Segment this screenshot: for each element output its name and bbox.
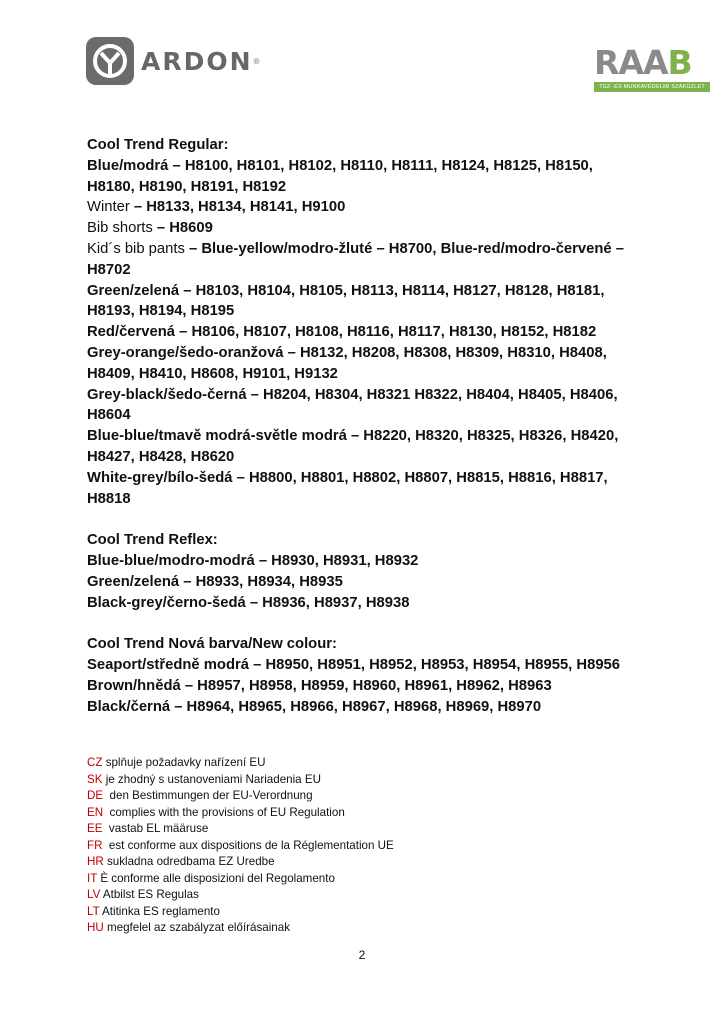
variant-label: Brown/hnědá xyxy=(87,677,181,694)
variant-label: White-grey/bílo-šedá xyxy=(87,469,233,486)
regulation-row xyxy=(87,904,394,921)
regulation-row xyxy=(87,788,394,805)
section-title: Cool Trend Regular: xyxy=(87,137,229,153)
variant-codes: – Blue-yellow/modro-žluté – H8700, Blue-red/modro-červené – H8702 xyxy=(87,240,624,278)
regulation-row xyxy=(87,821,394,838)
variant-codes: – H8220, H8320, H8325, H8326, H8420, H8427, H8428, H8620 xyxy=(87,428,619,465)
color-variant-line xyxy=(87,239,639,281)
country-code: HU xyxy=(87,921,104,934)
color-variant-line xyxy=(87,343,639,385)
variant-codes: – H8132, H8208, H8308, H8309, H8310, H8408, H8409, H8410, H8608, H9101, H9132 xyxy=(87,344,607,382)
color-variant-line xyxy=(87,385,639,427)
color-variant-line xyxy=(87,218,639,239)
section-title: Cool Trend Nová barva/New colour: xyxy=(87,636,337,653)
country-code: HR xyxy=(87,855,104,868)
variant-label: Winter xyxy=(87,199,130,216)
variant-label: Blue-blue/tmavě modrá-světle modrá xyxy=(87,428,347,445)
color-variant-line xyxy=(87,572,639,593)
page-number: 2 xyxy=(358,948,366,962)
country-code: LV xyxy=(87,888,101,901)
regulation-text: Atbilst ES Regulas xyxy=(100,888,199,901)
variant-codes: – H8133, H8134, H8141, H9100 xyxy=(129,199,346,216)
variant-label: Blue/modrá xyxy=(87,157,169,174)
country-code: SK xyxy=(87,772,103,786)
variant-label: Black/černá xyxy=(87,698,171,715)
color-variant-line xyxy=(87,697,639,718)
color-variant-line xyxy=(87,197,639,218)
section-title: Cool Trend Reflex: xyxy=(87,532,218,549)
country-code: EE xyxy=(87,822,103,835)
regulation-text: est conforme aux dispositions de la Réglementation UE xyxy=(102,838,394,852)
regulation-text: den Bestimmungen der EU-Verordnung xyxy=(103,789,313,802)
variant-label: Seaport/středně modrá xyxy=(87,656,249,673)
regulation-row xyxy=(87,920,394,937)
country-code: EN xyxy=(87,805,104,819)
variant-codes: – H8936, H8937, H8938 xyxy=(245,594,410,611)
variant-codes: – H8204, H8304, H8321 H8322, H8404, H8405, H8406, H8604 xyxy=(87,386,618,424)
variant-label: Grey-black/šedo-černá xyxy=(87,386,247,403)
regulation-row xyxy=(87,805,394,822)
section-gap xyxy=(87,509,639,530)
variant-codes: – H8950, H8951, H8952, H8953, H8954, H8955, H8956 xyxy=(249,656,621,673)
color-variant-line xyxy=(87,426,639,468)
variant-label: Green/zelená xyxy=(87,573,180,590)
regulation-text: splňuje požadavky nařízení EU xyxy=(102,756,266,769)
page-header xyxy=(0,0,724,110)
regulation-text: complies with the provisions of EU Regulation xyxy=(103,805,345,819)
country-code: DE xyxy=(87,789,104,802)
product-list xyxy=(87,135,639,717)
variant-codes: – H8933, H8934, H8935 xyxy=(179,573,343,590)
regulation-row xyxy=(87,838,394,855)
raab-tagline: TŰZ- ÉS MUNKAVÉDELMI SZAKÜZLET xyxy=(594,82,710,92)
variant-label: Black-grey/černo-šedá xyxy=(87,594,246,611)
registered-mark: ® xyxy=(253,56,260,66)
regulation-row xyxy=(87,772,394,789)
regulation-text: megfelel az szabályzat előírásainak xyxy=(103,921,290,934)
regulation-text: sukladna odredbama EZ Uredbe xyxy=(103,855,275,868)
variant-label: Blue-blue/modro-modrá xyxy=(87,552,255,569)
color-variant-line xyxy=(87,593,639,614)
variant-codes: – H8609 xyxy=(152,220,213,237)
regulation-row xyxy=(87,854,394,871)
section-gap xyxy=(87,613,639,634)
ardon-shield-icon xyxy=(86,37,134,85)
variant-codes: – H8930, H8931, H8932 xyxy=(254,552,419,569)
ardon-wordmark: ARDON xyxy=(141,46,253,76)
country-code: IT xyxy=(87,871,98,885)
variant-codes: – H8957, H8958, H8959, H8960, H8961, H8962, H8963 xyxy=(180,677,552,694)
country-code: LT xyxy=(87,904,100,918)
color-variant-line xyxy=(87,468,639,510)
regulation-list xyxy=(87,755,394,937)
variant-codes: – H8106, H8107, H8108, H8116, H8117, H8130, H8152, H8182 xyxy=(175,324,597,341)
variant-label: Kid´s bib pants xyxy=(87,240,185,257)
variant-codes: – H8103, H8104, H8105, H8113, H8114, H8127, H8128, H8181, H8193, H8194, H8195 xyxy=(87,282,605,320)
regulation-text: Atitinka ES reglamento xyxy=(99,904,220,918)
country-code: FR xyxy=(87,838,103,852)
color-variant-line xyxy=(87,676,639,697)
raab-wordmark: RAAB xyxy=(594,43,692,82)
regulation-row xyxy=(87,871,394,888)
variant-label: Grey-orange/šedo-oranžová xyxy=(87,344,284,361)
regulation-text: È conforme alle disposizioni del Regolamento xyxy=(97,871,335,885)
regulation-text: je zhodný s ustanoveniami Nariadenia EU xyxy=(102,772,321,786)
country-code: CZ xyxy=(87,756,103,769)
color-variant-line xyxy=(87,281,639,323)
regulation-row xyxy=(87,887,394,904)
color-variant-line xyxy=(87,655,639,676)
ardon-logo xyxy=(86,37,259,85)
regulation-text: vastab EL määruse xyxy=(102,822,209,835)
color-variant-line xyxy=(87,322,639,343)
variant-label: Bib shorts xyxy=(87,220,153,237)
variant-codes: – H8964, H8965, H8966, H8967, H8968, H8969, H8970 xyxy=(170,698,542,715)
variant-codes: – H8100, H8101, H8102, H8110, H8111, H8124, H8125, H8150, H8180, H8190, H8191, H8192 xyxy=(87,157,593,195)
color-variant-line xyxy=(87,156,639,198)
raab-logo xyxy=(594,43,710,96)
color-variant-line xyxy=(87,551,639,572)
variant-label: Green/zelená xyxy=(87,282,180,299)
variant-label: Red/červená xyxy=(87,324,176,341)
variant-codes: – H8800, H8801, H8802, H8807, H8815, H8816, H8817, H8818 xyxy=(87,469,608,507)
regulation-row xyxy=(87,755,394,772)
